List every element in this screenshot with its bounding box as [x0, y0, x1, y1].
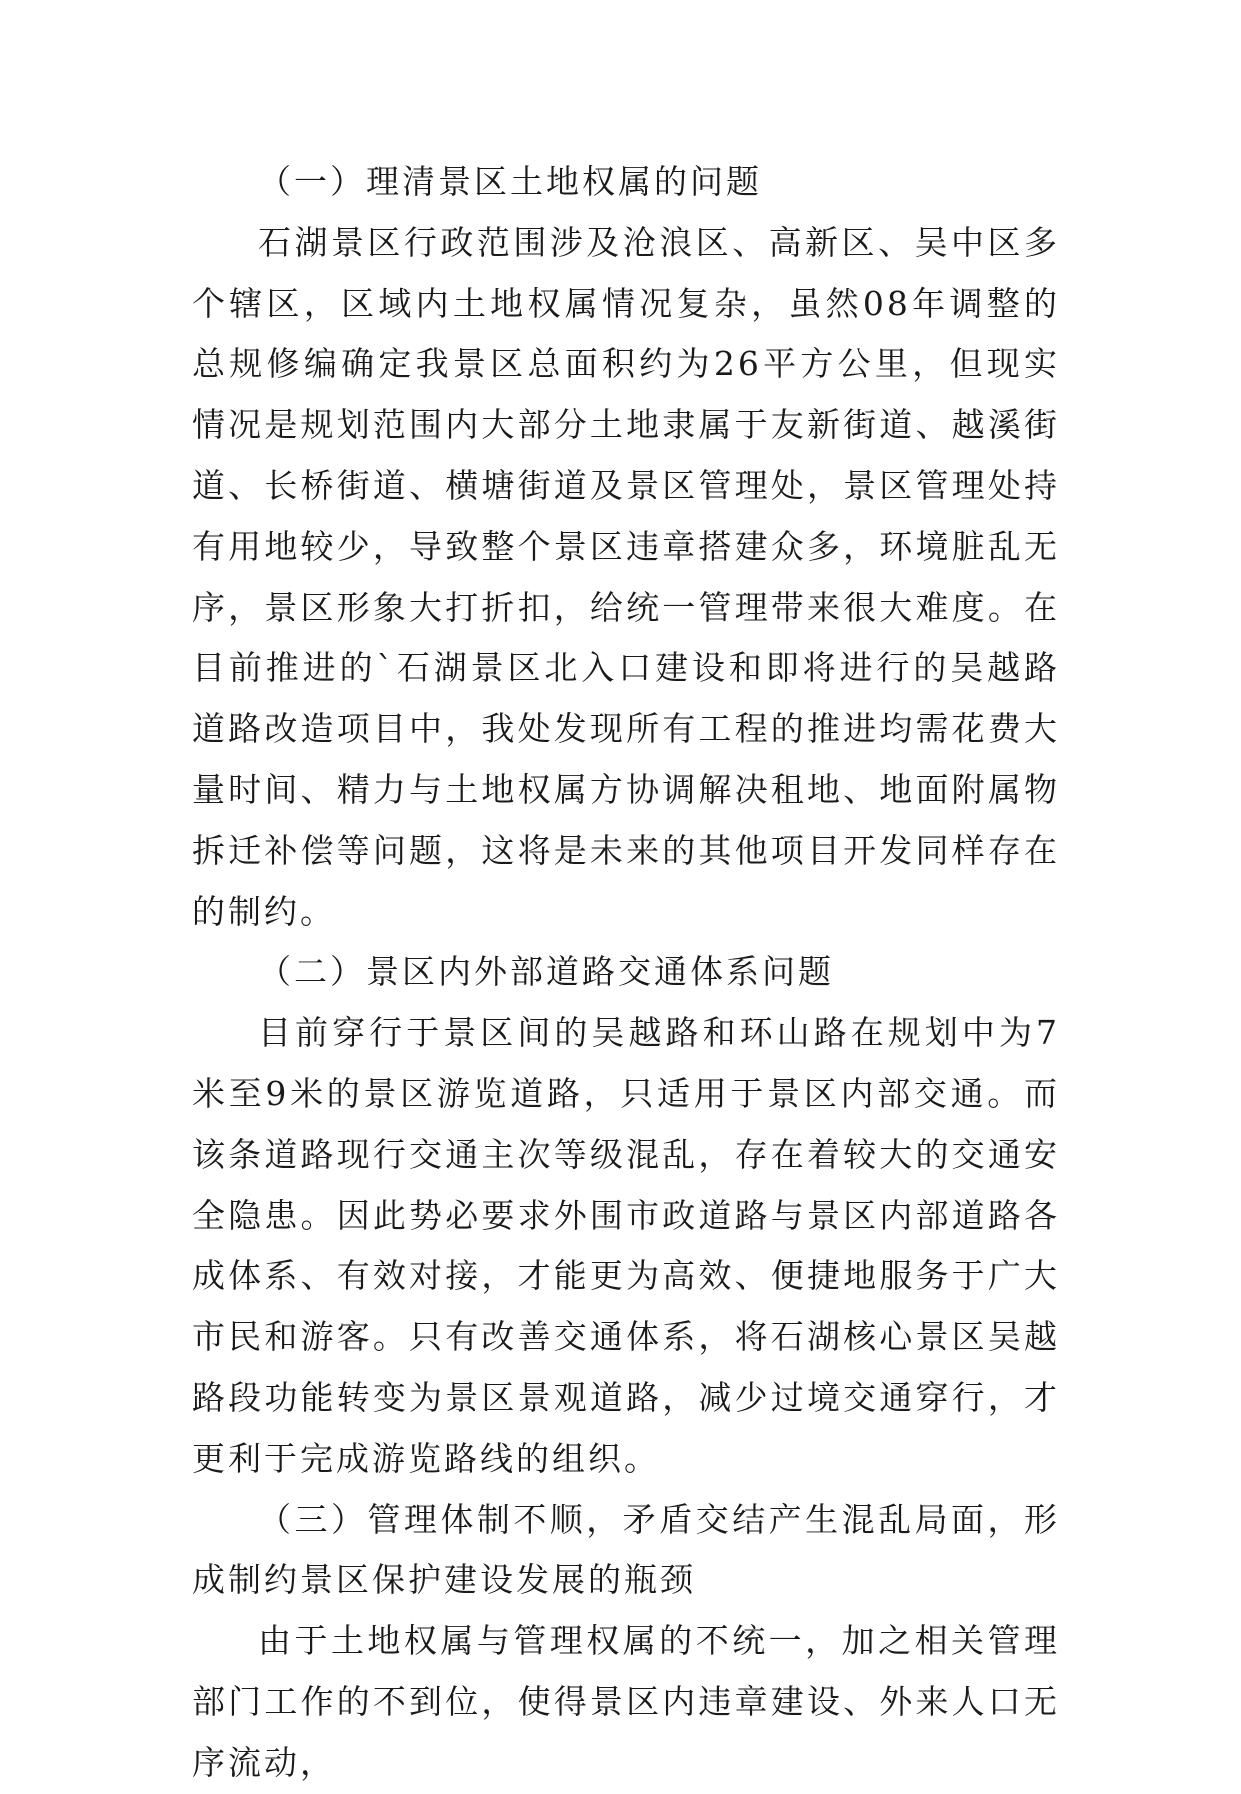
- section-heading-1: （一）理清景区土地权属的问题: [258, 162, 762, 201]
- section-heading-3: （三）管理体制不顺，矛盾交结产生混乱局面，形成制约景区保护建设发展的瓶颈: [192, 1499, 1060, 1600]
- paragraph-management-system: 由于土地权属与管理权属的不统一，加之相关管理部门工作的不到位，使得景区内违章建设、外来人口无序流动，: [192, 1621, 1060, 1782]
- section-heading-2: （二）景区内外部道路交通体系问题: [258, 952, 834, 992]
- paragraph-road-traffic: 目前穿行于景区间的吴越路和环山路在规划中为7米至9米的景区游览道路，只适用于景区内部交通。而该条道路现行交通主次等级混乱，存在着较大的交通安全隐患。因此势必要求外围市政道路与景区内部道路各成体系、有效对接，才能更为高效、便捷地服务于广大市民和游客。只有改善交通体系，将石湖核心景区吴越路段功能转变为景区景观道路，减少过境交通穿行，才更利于完成游览路线的组织。: [192, 1013, 1060, 1478]
- paragraph-land-ownership: 石湖景区行政范围涉及沧浪区、高新区、吴中区多个辖区，区域内土地权属情况复杂，虽然08年调整的总规修编确定我景区总面积约为26平方公里，但现实情况是规划范围内大部分土地隶属于友新街道、越溪街道、长桥街道、横塘街道及景区管理处，景区管理处持有用地较少，导致整个景区违章搭建众多，环境脏乱无序，景区形象大打折扣，给统一管理带来很大难度。在目前推进的`石湖景区北入口建设和即将进行的吴越路道路改造项目中，我处发现所有工程的推进均需花费大量时间、精力与土地权属方协调解决租地、地面附属物拆迁补偿等问题，这将是未来的其他项目开发同样存在的制约。: [192, 222, 1060, 931]
- document-body: [192, 152, 1060, 1794]
